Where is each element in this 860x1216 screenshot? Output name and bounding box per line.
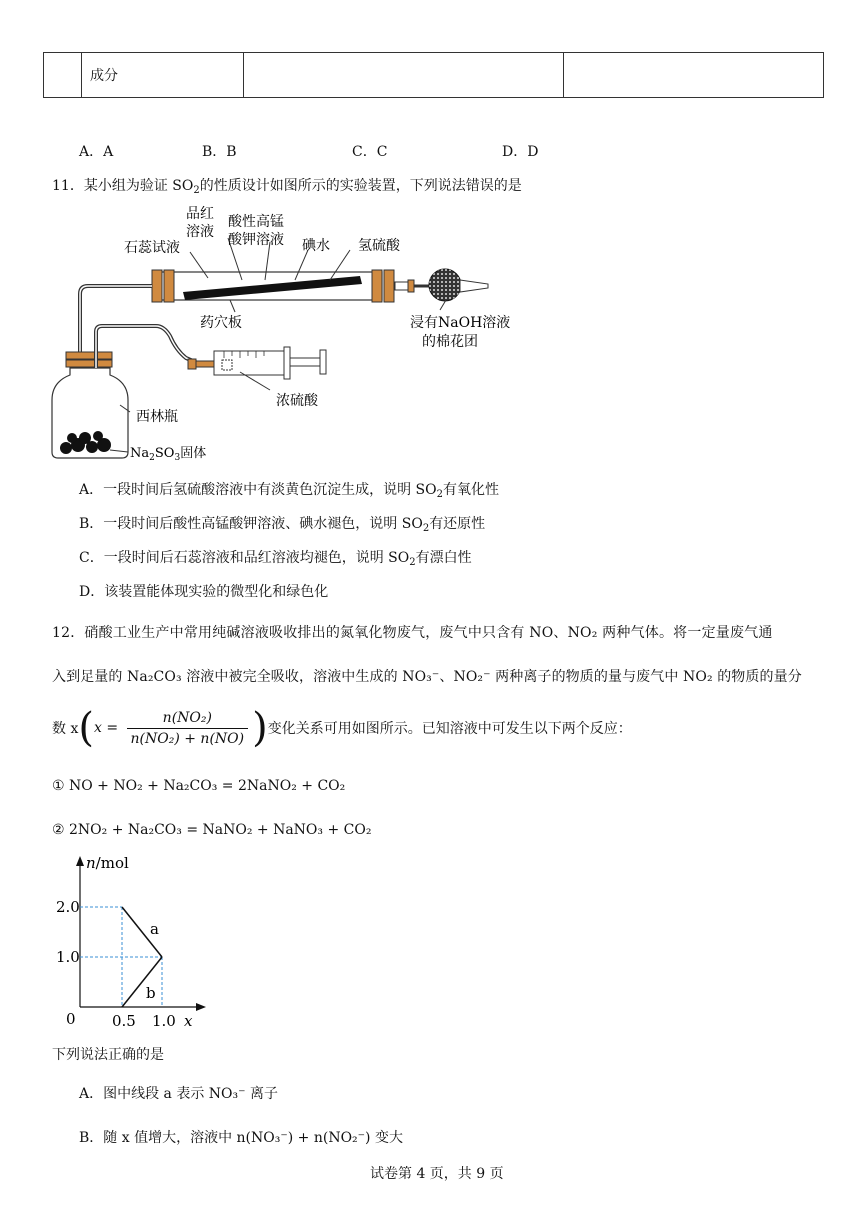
connector-clamp xyxy=(408,280,414,292)
label-naoh-2: 的棉花团 xyxy=(422,334,478,350)
q12-stem-line-1: 12．硝酸工业生产中常用纯碱溶液吸收排出的氮氧化物废气，废气中只含有 NO、NO₂ 两种气体。将一定量废气通 xyxy=(52,625,773,641)
line-b xyxy=(122,957,162,1007)
reaction-1: ① NO + NO₂ + Na₂CO₃ = 2NaNO₂ + CO₂ xyxy=(52,778,346,794)
q11-option-b: B．一段时间后酸性高锰酸钾溶液、碘水褪色，说明 $SO_2$有还原性 xyxy=(79,516,486,534)
y-axis-arrow xyxy=(76,856,84,866)
label-shirui: 石蕊试液 xyxy=(124,240,180,256)
label-dianshui: 碘水 xyxy=(302,238,330,254)
reaction-2: ② 2NO₂ + Na₂CO₃ = NaNO₂ + NaNO₃ + CO₂ xyxy=(52,822,372,838)
label-xilinping: 西林瓶 xyxy=(136,409,178,425)
q11-option-a: A．一段时间后氢硫酸溶液中有淡黄色沉淀生成，说明 $SO_2$有氧化性 xyxy=(79,482,500,500)
q11-stem-text-a: 11．某小组为验证 SO xyxy=(52,178,194,194)
syringe-flange xyxy=(284,347,290,379)
q11-stem-text-b: 的性质设计如图所示的实验装置，下列说法错误的是 xyxy=(199,178,522,194)
tube-connector xyxy=(395,282,409,290)
q12-x-text: 数 x xyxy=(52,721,79,737)
q12-prompt: 下列说法正确的是 xyxy=(52,1047,164,1063)
q10-option-d: D．D xyxy=(502,144,539,160)
q12-stem-line-3: 数 x(x = $\frac{\text{n(NO₂)}}{\text{n(NO₂) + n(NO)}}$ )变化关系可用如图所示。已知溶液中可发生以下两个反应： xyxy=(52,705,632,751)
q11-apparatus-figure xyxy=(40,200,510,465)
page-footer: 试卷第 4 页，共 9 页 xyxy=(370,1166,504,1182)
label-nongliusuan: 浓硫酸 xyxy=(276,393,318,409)
y-tick-1: 1.0 xyxy=(56,948,80,966)
cotton-texture xyxy=(429,269,461,301)
q12-stem-line-2: 入到足量的 Na₂CO₃ 溶液中被完全吸收，溶液中生成的 NO₃⁻、NO₂⁻ 两种离子的物质的量与废气中 NO₂ 的物质的量分 xyxy=(52,669,802,685)
syringe-plunger xyxy=(290,358,320,366)
x-axis-arrow xyxy=(196,1003,206,1011)
q11-option-c: C．一段时间后石蕊溶液和品红溶液均褪色，说明 $SO_2$有漂白性 xyxy=(79,550,472,568)
table-cell-empty xyxy=(244,53,564,98)
table-cell-label: 成分 xyxy=(82,53,244,98)
cotton-tip xyxy=(460,280,488,292)
x-tick-10: 1.0 xyxy=(152,1012,176,1030)
syringe-needle xyxy=(196,361,214,367)
label-suanxing-2: 酸钾溶液 xyxy=(228,232,284,248)
bottle-cap-bottom xyxy=(66,360,112,367)
label-pinhong-1: 品红 xyxy=(186,206,214,222)
q11-stem xyxy=(52,175,522,196)
q11-stem-sub: 2 xyxy=(193,185,200,196)
label-na2so3: $Na_2SO_3$固体 xyxy=(130,446,207,463)
fraction-denominator: n(NO₂) + n(NO) xyxy=(130,730,245,747)
x-tick-05: 0.5 xyxy=(112,1012,136,1030)
q12-graph xyxy=(56,852,220,1032)
y-axis-label: n/mol xyxy=(86,854,129,872)
component-table xyxy=(43,52,824,98)
label-b: b xyxy=(146,984,156,1002)
right-stopper xyxy=(372,270,394,302)
table-cell-empty xyxy=(44,53,82,98)
q12-option-b: B．随 x 值增大，溶液中 n(NO₃⁻) + n(NO₂⁻) 变大 xyxy=(79,1130,403,1146)
q10-option-a: A．A xyxy=(79,144,114,160)
acid-liquid xyxy=(222,360,232,370)
q10-option-b: B．B xyxy=(202,144,237,160)
q10-option-c: C．C xyxy=(352,144,388,160)
plunger-head xyxy=(320,350,326,374)
label-qingliusuan: 氢硫酸 xyxy=(358,238,400,254)
table-row xyxy=(44,53,824,98)
q12-option-a: A．图中线段 a 表示 NO₃⁻ 离子 xyxy=(79,1086,278,1102)
label-naoh-1: 浸有NaOH溶液 xyxy=(410,315,511,331)
q12-fraction xyxy=(127,710,249,747)
x-axis-label: x xyxy=(184,1012,193,1030)
label-suanxing-1: 酸性高锰 xyxy=(228,214,284,230)
origin-label: 0 xyxy=(66,1010,76,1028)
y-tick-2: 2.0 xyxy=(56,898,80,916)
fraction-numerator: n(NO₂) xyxy=(127,710,249,729)
q12-stem-tail: 变化关系可用如图所示。已知溶液中可发生以下两个反应： xyxy=(267,721,632,737)
table-cell-empty xyxy=(564,53,824,98)
label-a: a xyxy=(150,920,159,938)
label-pinhong-2: 溶液 xyxy=(186,224,214,240)
q11-option-d: D．该装置能体现实验的微型化和绿色化 xyxy=(79,584,329,600)
label-yaoxueban: 药穴板 xyxy=(200,315,242,331)
syringe-clamp xyxy=(188,359,196,369)
bottle-cap-top xyxy=(66,352,112,359)
